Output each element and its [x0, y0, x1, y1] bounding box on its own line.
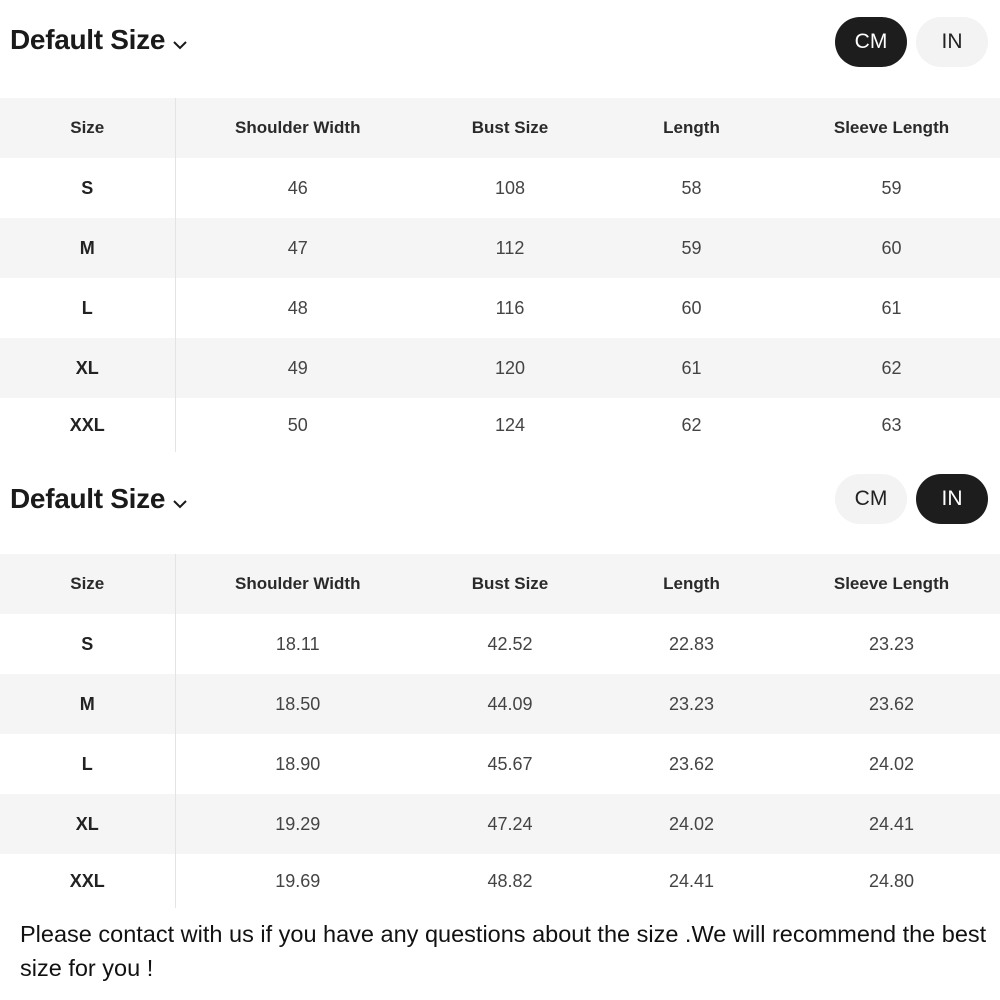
- table-row: [0, 734, 1000, 794]
- size-table: [0, 98, 1000, 452]
- table-cell-size: XXL: [0, 398, 175, 452]
- size-chart-cm: [0, 0, 1000, 452]
- table-cell: 24.80: [868, 870, 915, 891]
- size-chart-header: [0, 0, 1000, 98]
- size-contact-note: Please contact with us if you have any questions about the size .We will recommend the best size for you !: [20, 921, 987, 981]
- table-row: [0, 398, 1000, 452]
- unit-toggle: [826, 17, 988, 67]
- table-cell: 23.62: [668, 753, 715, 774]
- table-cell: 58: [681, 177, 702, 198]
- table-cell: 48: [287, 297, 308, 318]
- table-cell-size: XL: [0, 794, 175, 854]
- table-cell: 42.52: [487, 633, 533, 654]
- table-cell: 50: [287, 414, 308, 435]
- size-dropdown-label: Default Size: [10, 483, 166, 514]
- table-cell: 47: [287, 237, 308, 258]
- table-row: [0, 158, 1000, 218]
- column-header-length: Length: [663, 118, 720, 137]
- size-dropdown[interactable]: [10, 483, 187, 515]
- table-cell-size: XXL: [0, 854, 175, 908]
- table-cell: 24.02: [668, 813, 715, 834]
- table-cell: 112: [495, 237, 525, 258]
- table-cell: 18.90: [275, 753, 321, 774]
- table-cell: 61: [681, 357, 702, 378]
- table-row: [0, 614, 1000, 674]
- table-cell: 116: [495, 297, 525, 318]
- size-dropdown[interactable]: [10, 24, 187, 56]
- column-header-sleeve-length: Sleeve Length: [833, 574, 950, 593]
- table-cell: 63: [881, 414, 902, 435]
- table-row: [0, 218, 1000, 278]
- chevron-down-icon: [173, 496, 187, 506]
- size-table: [0, 554, 1000, 908]
- unit-in-button[interactable]: IN: [916, 17, 988, 67]
- column-header-size: Size: [0, 98, 175, 158]
- size-chart-in: [0, 457, 1000, 908]
- table-row: [0, 854, 1000, 908]
- unit-cm-button[interactable]: CM: [835, 17, 907, 67]
- table-row: [0, 338, 1000, 398]
- table-cell: 62: [881, 357, 902, 378]
- table-cell: 124: [494, 414, 526, 435]
- table-cell: 59: [881, 177, 902, 198]
- unit-in-button[interactable]: IN: [916, 474, 988, 524]
- table-cell: 22.83: [668, 633, 715, 654]
- table-cell-size: M: [0, 674, 175, 734]
- column-header-size: Size: [0, 554, 175, 614]
- table-cell: 24.41: [668, 870, 715, 891]
- size-dropdown-label: Default Size: [10, 24, 166, 55]
- table-cell: 19.69: [275, 870, 321, 891]
- unit-toggle: [826, 474, 988, 524]
- unit-cm-button[interactable]: CM: [835, 474, 907, 524]
- table-cell: 45.67: [487, 753, 533, 774]
- chevron-down-icon: [173, 37, 187, 47]
- table-cell: 23.23: [868, 633, 915, 654]
- table-cell: 48.82: [487, 870, 533, 891]
- table-cell: 18.50: [275, 693, 321, 714]
- table-cell: 49: [287, 357, 308, 378]
- table-cell: 18.11: [275, 633, 320, 654]
- table-cell: 46: [287, 177, 308, 198]
- table-cell: 61: [881, 297, 902, 318]
- table-header-row: [0, 554, 1000, 614]
- table-cell-size: L: [0, 734, 175, 794]
- table-cell-size: L: [0, 278, 175, 338]
- column-header-bust-size: Bust Size: [471, 574, 549, 593]
- table-cell: 24.41: [868, 813, 915, 834]
- table-cell: 120: [494, 357, 526, 378]
- column-header-shoulder-width: Shoulder Width: [235, 118, 361, 137]
- table-cell: 47.24: [487, 813, 533, 834]
- table-cell: 108: [494, 177, 526, 198]
- table-cell: 44.09: [487, 693, 533, 714]
- table-cell: 60: [881, 237, 902, 258]
- table-cell: 59: [681, 237, 702, 258]
- column-header-shoulder-width: Shoulder Width: [235, 574, 361, 593]
- table-row: [0, 794, 1000, 854]
- table-cell: 24.02: [868, 753, 915, 774]
- column-header-sleeve-length: Sleeve Length: [833, 118, 950, 137]
- table-row: [0, 674, 1000, 734]
- table-cell: 60: [681, 297, 702, 318]
- table-cell-size: S: [0, 158, 175, 218]
- column-header-bust-size: Bust Size: [471, 118, 549, 137]
- size-chart-header: [0, 457, 1000, 554]
- table-cell: 23.62: [868, 693, 915, 714]
- table-cell-size: M: [0, 218, 175, 278]
- table-cell-size: XL: [0, 338, 175, 398]
- table-cell-size: S: [0, 614, 175, 674]
- table-cell: 62: [681, 414, 702, 435]
- column-header-length: Length: [663, 574, 720, 593]
- table-row: [0, 278, 1000, 338]
- table-header-row: [0, 98, 1000, 158]
- table-cell: 23.23: [668, 693, 715, 714]
- table-cell: 19.29: [275, 813, 321, 834]
